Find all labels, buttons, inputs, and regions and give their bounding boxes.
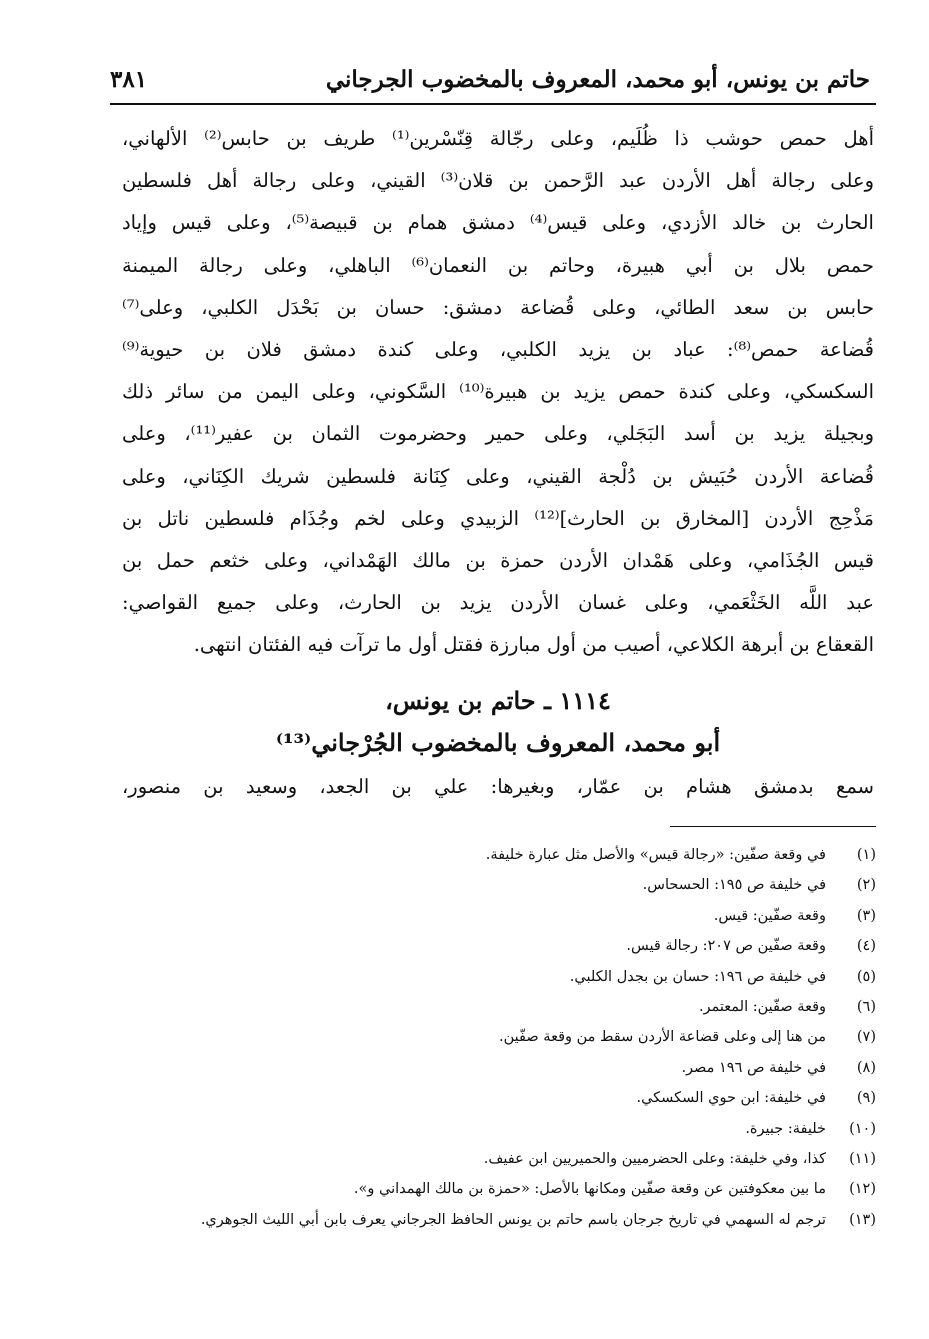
footnote-number: (٩) — [856, 1090, 876, 1107]
footnote-text: وقعة صفّين ص ٢٠٧: رجالة قيس. — [626, 938, 826, 955]
entry-subtitle: أبو محمد، المعروف بالمخضوب الجُرْجاني⁽¹³⁾ — [275, 728, 721, 757]
main-text — [122, 118, 874, 666]
text-line: القعقاع بن أبرهة الكلاعي، أصيب من أول مبارزة فقتل أول ما ترآت فيه الفئتان انتهى. — [193, 633, 874, 657]
footnote-number: (٥) — [856, 968, 876, 985]
text-line: عبد اللَّه الخَثْعَمي، وعلى غسان الأردن يزيد بن الحارث، وعلى جميع القواصي: — [122, 591, 874, 615]
footnote — [122, 931, 876, 961]
footnote-number: (٣) — [856, 907, 876, 924]
footnotes — [122, 840, 876, 1235]
text-line: أهل حمص حوشب ذا ظُلَيم، وعلى رجّالة قِنّسْرين⁽¹⁾ طريف بن حابس⁽²⁾ الألهاني، — [122, 127, 874, 150]
footnote — [122, 1205, 876, 1235]
footnote-number: (٢) — [856, 877, 876, 894]
footnote-number: (١٠) — [849, 1120, 876, 1137]
footnote — [122, 1174, 876, 1204]
page-number: ٣٨١ — [110, 65, 148, 93]
text-line: السكسكي، وعلى كندة حمص يزيد بن هبيرة⁽¹⁰⁾ السَّكوني، وعلى اليمن من سائر ذلك — [122, 380, 874, 404]
footnote-number: (٤) — [856, 938, 876, 955]
footnote-text: ما بين معكوفتين عن وقعة صفّين ومكانها بالأصل: «حمزة بن مالك الهمداني و». — [353, 1181, 826, 1198]
text-line: حمص بلال بن أبي هبيرة، وحاتم بن النعمان⁽⁶⁾ الباهلي، وعلى رجالة الميمنة — [122, 253, 874, 277]
text-line: مَذْحِج الأردن [المخارق بن الحارث]⁽¹²⁾ الزبيدي وعلى لخم وجُذَام فلسطين ناتل بن — [122, 506, 874, 530]
text-line: حابس بن سعد الطائي، وعلى قُضاعة دمشق: حسان بن بَحْدَل الكلبي، وعلى⁽⁷⁾ — [122, 295, 874, 319]
footnote — [122, 962, 876, 992]
text-line: قُضاعة حمص⁽⁸⁾: عباد بن يزيد الكلبي، وعلى كندة دمشق فلان بن حيوية⁽⁹⁾ — [122, 337, 874, 361]
footnote-text: في خليفة ص ١٩٦: حسان بن بجدل الكلبي. — [569, 968, 826, 985]
footnote — [122, 870, 876, 900]
footnote-text: وقعة صفّين: المعتمر. — [698, 999, 826, 1016]
footnote — [122, 1083, 876, 1113]
text-line: الحارث بن خالد الأزدي، وعلى قيس⁽⁴⁾ دمشق همام بن قبيصة⁽⁵⁾، وعلى قيس وإياد — [122, 211, 874, 235]
footnote-number: (١٢) — [849, 1181, 876, 1198]
entry-heading: ١١١٤ ـ حاتم بن يونس، — [385, 686, 611, 715]
footnote-text: من هنا إلى وعلى قضاعة الأردن سقط من وقعة صفّين. — [499, 1029, 826, 1046]
footnote-text: ترجم له السهمي في تاريخ جرجان باسم حاتم بن يونس الحافظ الجرجاني يعرف بابن أبي الليث الجوهري. — [200, 1211, 826, 1228]
footnote-text: في خليفة ص ١٩٦ مصر. — [681, 1059, 826, 1076]
footnote-text: في وقعة صفّين: «رجالة قيس» والأصل مثل عبارة خليفة. — [485, 847, 826, 863]
footnote-text: وقعة صفّين: قيس. — [713, 907, 826, 924]
footnote-number: (١) — [856, 847, 876, 863]
footnote-number: (١٣) — [849, 1211, 876, 1228]
text-line: قُضاعة الأردن حُبَيش بن دُلْجة القيني، وعلى كِنَانة فلسطين شريك الكِنَاني، وعلى — [122, 464, 874, 488]
footnote — [122, 901, 876, 931]
footnote — [122, 1144, 876, 1174]
running-header — [110, 58, 870, 100]
footnote — [122, 992, 876, 1022]
text-line: قيس الجُذَامي، وعلى هَمْدان الأردن حمزة بن مالك الهَمْداني، وعلى خثعم حمل بن — [122, 548, 874, 572]
text-line: وعلى رجالة أهل الأردن عبد الرَّحمن بن قلان⁽³⁾ القيني، وعلى رجالة أهل فلسطين — [122, 169, 874, 193]
footnote-number: (١١) — [849, 1151, 876, 1168]
footnote-number: (٦) — [856, 999, 876, 1016]
running-title: حاتم بن يونس، أبو محمد، المعروف بالمخضوب الجرجاني — [325, 65, 870, 93]
header-rule — [110, 103, 876, 105]
text-line: وبجيلة يزيد بن أسد البَجَلي، وعلى حمير وحضرموت الثمان بن عفير⁽¹¹⁾، وعلى — [122, 422, 874, 446]
footnote — [122, 1022, 876, 1052]
footnote — [122, 840, 876, 870]
footnote-text: كذا، وفي خليفة: وعلى الحضرميين والحميريين ابن عفيف. — [483, 1151, 826, 1168]
footnote-text: في خليفة: ابن حوي السكسكي. — [636, 1090, 826, 1107]
footnote — [122, 1053, 876, 1083]
footnote-number: (٧) — [856, 1029, 876, 1046]
footnote-rule — [670, 826, 876, 827]
footnote-text: في خليفة ص ١٩٥: الحسحاس. — [642, 877, 826, 894]
footnote — [122, 1114, 876, 1144]
entry-text-line: سمع بدمشق هشام بن عمّار، وبغيرها: علي بن الجعد، وسعيد بن منصور، — [122, 775, 874, 798]
footnote-number: (٨) — [856, 1059, 876, 1076]
footnote-text: خليفة: جبيرة. — [745, 1120, 826, 1137]
